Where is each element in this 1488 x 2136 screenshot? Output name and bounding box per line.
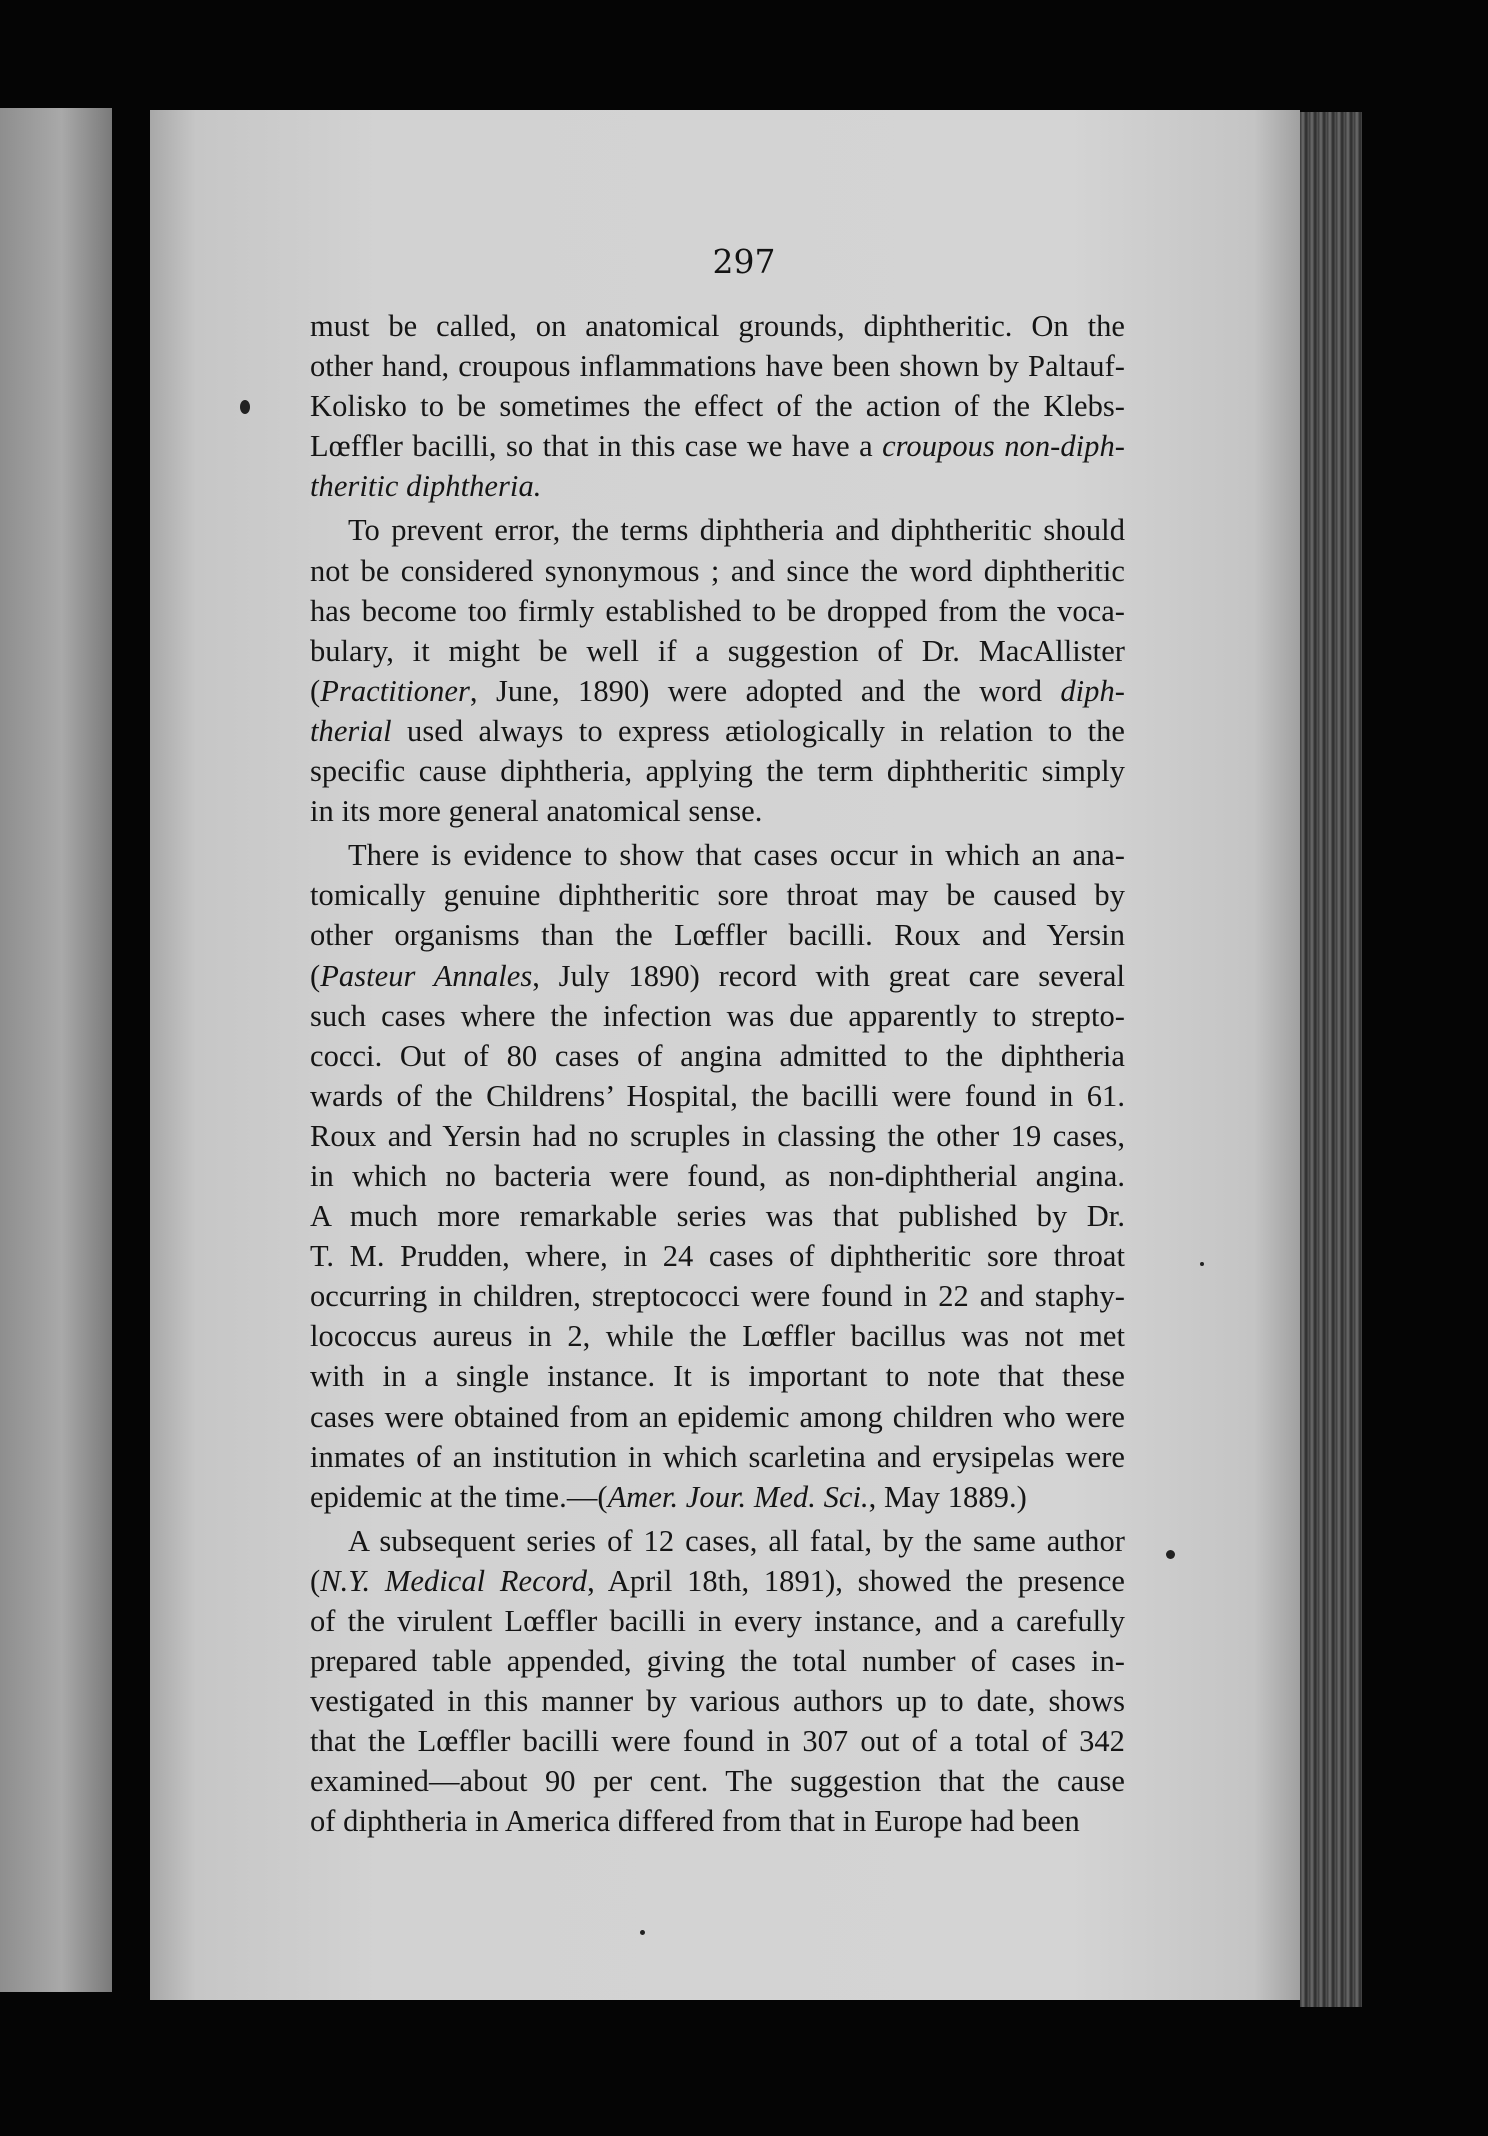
text-run: tomically genuine diphtheritic sore throat may be caused by [310,878,1125,913]
text-run: cocci. Out of 80 cases of angina admitted to the diphtheria [310,1038,1125,1073]
text-line [310,915,1125,955]
text-run: ( [310,1563,321,1598]
text-line [310,1236,1125,1276]
text-line [310,1076,1125,1116]
text-line [310,751,1125,791]
text-run: , May 1889.) [868,1479,1027,1514]
italic-run: N.Y. Medical Record [320,1563,588,1598]
text-line [310,956,1125,996]
text-line [310,1641,1125,1681]
page-number: 297 [712,242,776,281]
text-run: in which no bacteria were found, as non-diphtherial angina. [310,1158,1125,1193]
text-run: bulary, it might be well if a suggestion of Dr. MacAllister [310,633,1125,668]
paragraph [310,510,1125,831]
text-line [310,631,1125,671]
text-line [310,791,1125,831]
text-run: A subsequent series of 12 cases, all fatal, by the same author [348,1523,1125,1558]
text-run: A much more remarkable series was that published by Dr. [310,1199,1125,1234]
text-run: used always to express ætiologically in relation to the [391,713,1125,748]
italic-run: theritic diphtheria. [310,469,542,504]
page-stack-edge [1300,112,1362,2007]
text-line [310,1276,1125,1316]
text-line [310,1036,1125,1076]
text-line [310,426,1125,466]
text-run: of diphtheria in America differed from that in Europe had been [310,1804,1080,1839]
text-line [310,875,1125,915]
facing-page-edge [0,108,112,1992]
text-run: Lœffler bacilli, so that in this case we have a [310,429,883,464]
text-run: that the Lœffler bacilli were found in 307 out of a total of 342 [310,1724,1125,1759]
text-line [310,1801,1125,1841]
text-line [310,1761,1125,1801]
paragraph [310,306,1125,506]
italic-run: diph- [1060,673,1125,708]
text-run: , April 18th, 1891), showed the presence [587,1563,1125,1598]
text-run: , June, 1890) were adopted and the word [469,673,1061,708]
text-run: prepared table appended, giving the total number of cases in- [310,1644,1125,1679]
text-run: T. M. Prudden, where, in 24 cases of diphtheritic sore throat [310,1239,1125,1274]
text-run: ( [310,673,321,708]
text-run: Kolisko to be sometimes the effect of the action of the Klebs- [310,389,1125,424]
text-line [310,466,1125,506]
text-run: occurring in children, streptococci were found in 22 and staphy- [310,1279,1125,1314]
text-run: specific cause diphtheria, applying the term diphtheritic simply [310,754,1125,789]
text-run: cases were obtained from an epidemic among children who were [310,1399,1125,1434]
text-line [310,346,1125,386]
text-run: inmates of an institution in which scarletina and erysipelas were [310,1439,1125,1474]
text-run: , July 1890) record with great care several [532,958,1125,993]
text-line [310,1601,1125,1641]
text-run: not be considered synonymous ; and since the word diphtheritic [310,553,1125,588]
text-line [310,1437,1125,1477]
text-run: other hand, croupous inflammations have been shown by Paltauf- [310,349,1125,384]
italic-run: therial [310,713,392,748]
italic-run: Practitioner [320,673,470,708]
italic-run: Pasteur Annales [320,958,533,993]
text-run: Roux and Yersin had no scruples in classing the other 19 cases, [310,1118,1125,1153]
book-gutter [112,112,152,1996]
text-line [310,1397,1125,1437]
text-run: of the virulent Lœffler bacilli in every instance, and a carefully [310,1604,1125,1638]
text-line [310,591,1125,631]
body-text [310,306,1125,1842]
text-run: ( [310,958,321,993]
italic-run: croupous non-diph- [882,429,1125,464]
italic-run: Amer. Jour. Med. Sci. [607,1479,869,1514]
text-line [310,1196,1125,1236]
text-line [310,1156,1125,1196]
text-run: in its more general anatomical sense. [310,794,763,829]
text-line [310,551,1125,591]
text-line [310,711,1125,751]
paragraph [310,1521,1125,1842]
text-run: To prevent error, the terms diphtheria and diphtheritic should [348,513,1125,548]
paragraph [310,835,1125,1517]
text-line [310,1561,1125,1601]
text-run: examined—about 90 per cent. The suggestion that the cause [310,1764,1125,1799]
text-run: has become too firmly established to be dropped from the voca- [310,593,1125,628]
text-line [310,1477,1125,1517]
text-line [310,996,1125,1036]
text-run: lococcus aureus in 2, while the Lœffler bacillus was not met [310,1319,1125,1354]
text-line [310,306,1125,346]
text-line [310,1521,1125,1561]
text-run: other organisms than the Lœffler bacilli. Roux and Yersin [310,918,1125,953]
text-run: such cases where the infection was due apparently to strepto- [310,998,1125,1033]
text-run: with in a single instance. It is important to note that these [310,1359,1125,1394]
text-run: must be called, on anatomical grounds, diphtheritic. On the [310,309,1125,343]
text-line [310,671,1125,711]
text-run: There is evidence to show that cases occur in which an ana- [348,838,1125,873]
text-run: wards of the Childrens’ Hospital, the bacilli were found in 61. [310,1078,1125,1113]
text-line [310,510,1125,550]
text-line [310,1721,1125,1761]
text-line [310,835,1125,875]
text-line [310,386,1125,426]
text-line [310,1316,1125,1356]
text-line [310,1681,1125,1721]
text-run: epidemic at the time.—( [310,1479,608,1514]
text-run: vestigated in this manner by various authors up to date, shows [310,1684,1125,1719]
text-line [310,1116,1125,1156]
text-line [310,1356,1125,1396]
